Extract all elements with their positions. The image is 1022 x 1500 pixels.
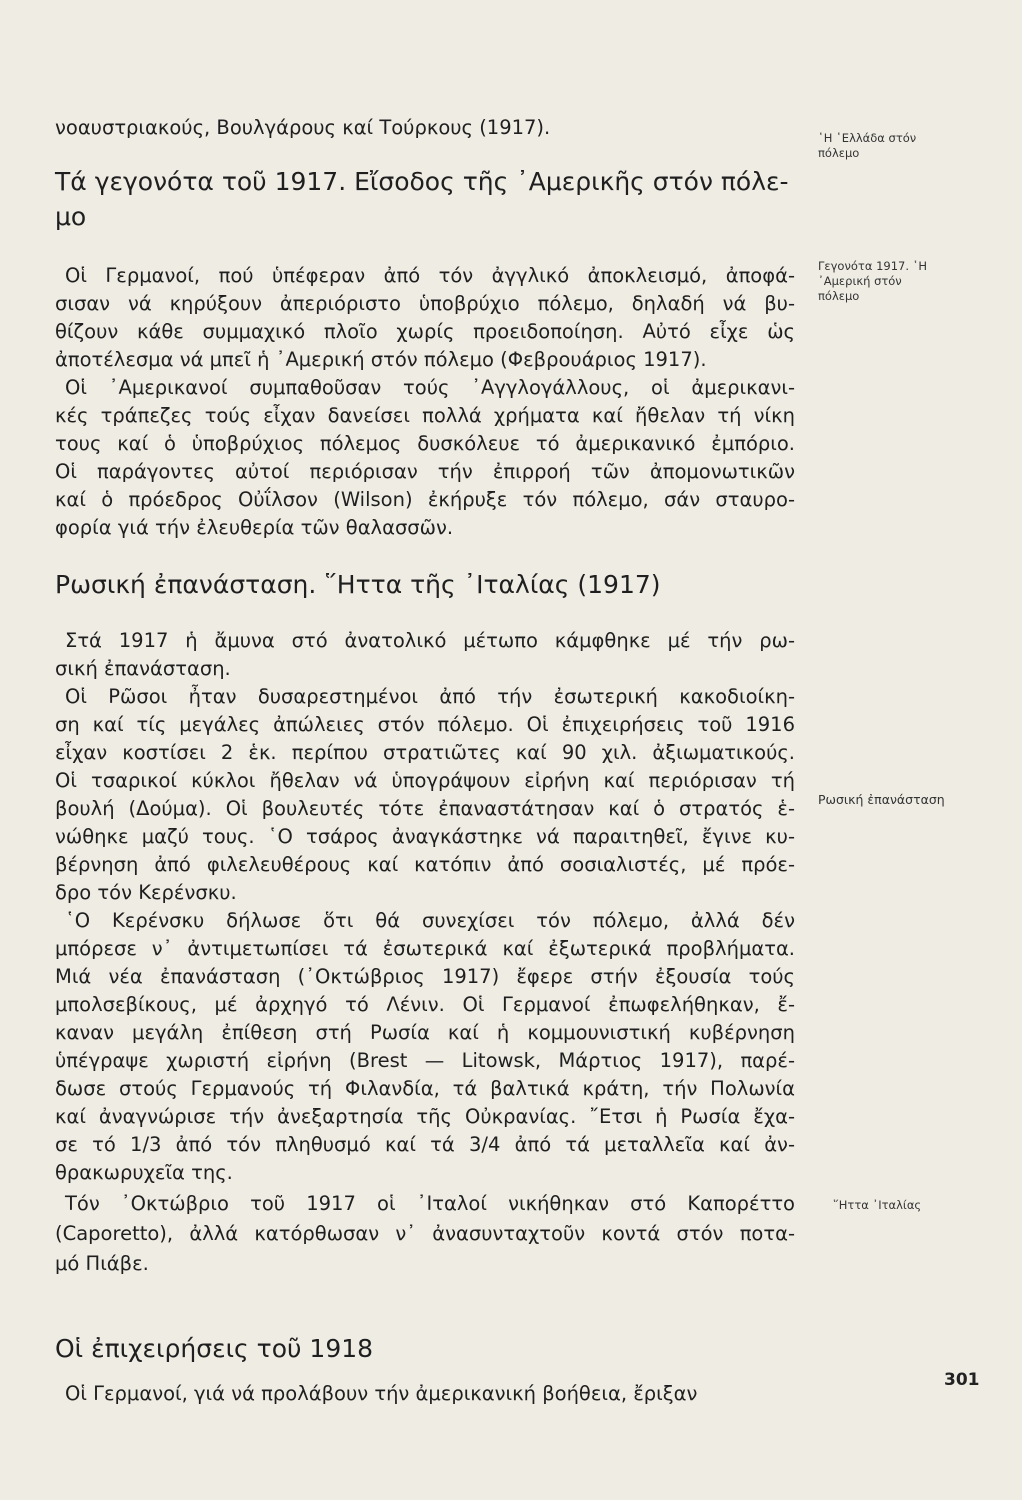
margin-note-1917-america: Γεγονότα 1917. ῾Η ᾿Αμερική στόν πόλεμο bbox=[818, 259, 928, 303]
text-line: τους καί ὁ ὑποβρύχιος πόλεμος δυσκόλευε τό ἀμερικανικό ἐμπόριο. bbox=[55, 432, 795, 455]
text-line: βουλή (Δούμα). Οἱ βουλευτές τότε ἐπαναστάτησαν καί ὁ στρατός ἑ- bbox=[55, 797, 795, 820]
margin-note-italy-defeat: ῞Ηττα ᾿Ιταλίας bbox=[833, 1198, 922, 1212]
text-line: κές τράπεζες τούς εἶχαν δανείσει πολλά χρήματα καί ἤθελαν τή νίκη bbox=[55, 404, 795, 427]
text-line: Τόν ᾿Οκτώβριο τοῦ 1917 οἱ ᾿Ιταλοί νικήθηκαν στό Καπορέττο bbox=[65, 1192, 795, 1215]
text-line: δρο τόν Κερένσκυ. bbox=[55, 881, 237, 904]
text-line: δωσε στούς Γερμανούς τή Φιλανδία, τά βαλτικά κράτη, τήν Πολωνία bbox=[55, 1077, 795, 1100]
text-line: Μιά νέα ἐπανάσταση (᾿Οκτώβριος 1917) ἔφερε στήν ἐξουσία τούς bbox=[55, 965, 795, 988]
text-line: Οἱ Ρῶσοι ἦταν δυσαρεστημένοι ἀπό τήν ἐσωτερική κακοδιοίκη- bbox=[65, 685, 795, 708]
text-line: (Caporetto), ἀλλά κατόρθωσαν ν᾿ ἀνασυνταχτοῦν κοντά στόν ποτα- bbox=[55, 1222, 795, 1245]
text-line: σική ἐπανάσταση. bbox=[55, 657, 231, 680]
text-line: καί ὁ πρόεδρος Οὐΐλσον (Wilson) ἐκήρυξε τόν πόλεμο, σάν σταυρο- bbox=[55, 488, 795, 511]
text-line: ὑπέγραψε χωριστή εἰρήνη (Brest — Litowsk, Μάρτιος 1917), παρέ- bbox=[55, 1049, 795, 1072]
text-line: νώθηκε μαζύ τους. ῾Ο τσάρος ἀναγκάστηκε νά παραιτηθεῖ, ἔγινε κυ- bbox=[55, 825, 795, 848]
margin-note-russian-revolution: Ρωσική ἐπανάσταση bbox=[818, 792, 945, 807]
section-heading-1917-line1: Τά γεγονότα τοῦ 1917. Εἴσοδος τῆς ᾿Αμερικῆς στόν πόλε- bbox=[55, 167, 789, 196]
section-heading-1917-line2: μο bbox=[55, 202, 87, 231]
text-line: μπολσεβίκους, μέ ἀρχηγό τό Λένιν. Οἱ Γερμανοί ἐπωφελήθηκαν, ἔ- bbox=[55, 993, 795, 1016]
text-line: ῾Ο Κερένσκυ δήλωσε ὅτι θά συνεχίσει τόν πόλεμο, ἀλλά δέν bbox=[65, 909, 795, 932]
text-line: Οἱ Γερμανοί, πού ὑπέφεραν ἀπό τόν ἀγγλικό ἀποκλεισμό, ἀποφά- bbox=[65, 264, 795, 287]
text-line: φορία γιά τήν ἐλευθερία τῶν θαλασσῶν. bbox=[55, 516, 454, 539]
section-heading-1918: Οἱ ἐπιχειρήσεις τοῦ 1918 bbox=[55, 1334, 374, 1363]
text-line: σε τό 1/3 ἀπό τόν πληθυσμό καί τά 3/4 ἀπό τά μεταλλεῖα καί ἀν- bbox=[55, 1133, 795, 1156]
margin-note-greece: ῾Η ῾Ελλάδα στόν πόλεμο bbox=[818, 131, 917, 160]
text-line: καί ἀναγνώρισε τήν ἀνεξαρτησία τῆς Οὐκρανίας. ῎Ετσι ἡ Ρωσία ἔχα- bbox=[55, 1105, 795, 1128]
text-line: θρακωρυχεῖα της. bbox=[55, 1161, 233, 1184]
text-line: νοαυστριακούς, Βουλγάρους καί Τούρκους (1917). bbox=[55, 116, 551, 139]
text-line: Στά 1917 ἡ ἄμυνα στό ἀνατολικό μέτωπο κάμφθηκε μέ τήν ρω- bbox=[65, 629, 795, 652]
text-line: σισαν νά κηρύξουν ἀπεριόριστο ὑποβρύχιο πόλεμο, δηλαδή νά βυ- bbox=[55, 292, 795, 315]
text-line: μπόρεσε ν᾿ ἀντιμετωπίσει τά ἐσωτερικά καί ἐξωτερικά προβλήματα. bbox=[55, 937, 795, 960]
text-line: καναν μεγάλη ἐπίθεση στή Ρωσία καί ἡ κομμουνιστική κυβέρνηση bbox=[55, 1021, 795, 1044]
section-heading-russian-revolution: Ρωσική ἐπανάσταση. ῞Ηττα τῆς ᾿Ιταλίας (1917) bbox=[55, 570, 661, 599]
text-line: μό Πιάβε. bbox=[55, 1252, 149, 1275]
text-line: βέρνηση ἀπό φιλελευθέρους καί κατόπιν ἀπό σοσιαλιστές, μέ πρόε- bbox=[55, 853, 795, 876]
text-line: Οἱ τσαρικοί κύκλοι ἤθελαν νά ὑπογράψουν εἰρήνη καί περιόρισαν τή bbox=[55, 769, 795, 792]
text-line: Οἱ παράγοντες αὐτοί περιόρισαν τήν ἐπιρροή τῶν ἀπομονωτικῶν bbox=[55, 460, 795, 483]
text-line: θίζουν κάθε συμμαχικό πλοῖο χωρίς προειδοποίηση. Αὐτό εἶχε ὡς bbox=[55, 320, 795, 343]
text-line: Οἱ Γερμανοί, γιά νά προλάβουν τήν ἀμερικανική βοήθεια, ἔριξαν bbox=[65, 1382, 698, 1405]
text-line: εἶχαν κοστίσει 2 ἑκ. περίπου στρατιῶτες καί 90 χιλ. ἀξιωματικούς. bbox=[55, 741, 795, 764]
page-number: 301 bbox=[944, 1370, 980, 1390]
text-line: ση καί τίς μεγάλες ἀπώλειες στόν πόλεμο. Οἱ ἐπιχειρήσεις τοῦ 1916 bbox=[55, 713, 795, 736]
text-line: ἀποτέλεσμα νά μπεῖ ἡ ᾿Αμερική στόν πόλεμο (Φεβρουάριος 1917). bbox=[55, 348, 707, 371]
text-line: Οἱ ᾿Αμερικανοί συμπαθοῦσαν τούς ᾿Αγγλογάλλους, οἱ ἀμερικανι- bbox=[65, 376, 795, 399]
